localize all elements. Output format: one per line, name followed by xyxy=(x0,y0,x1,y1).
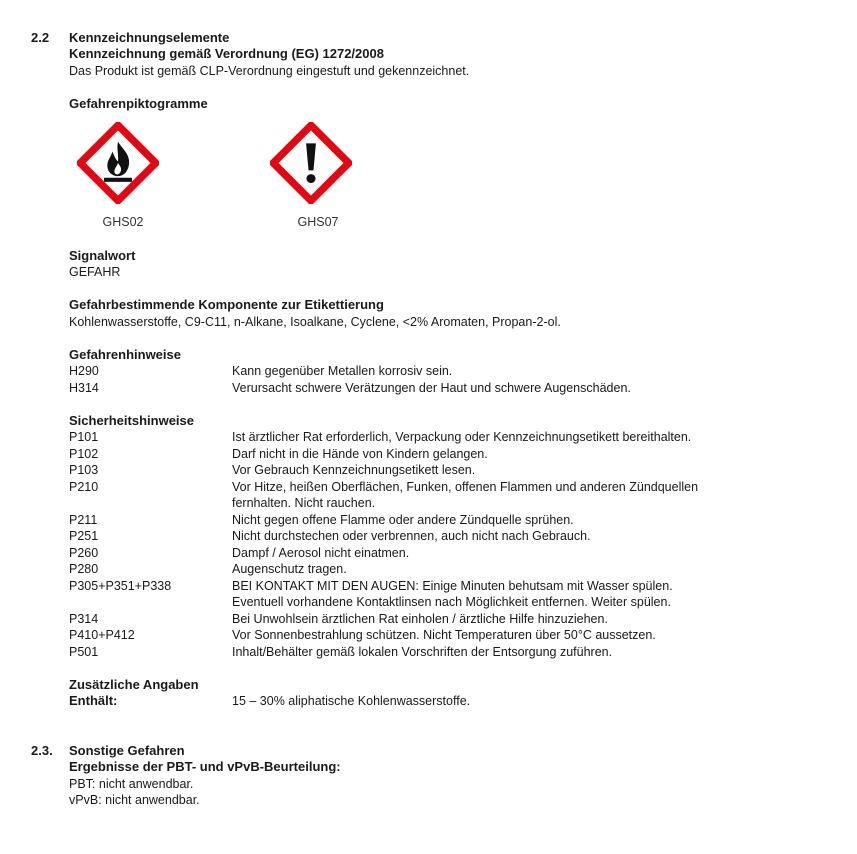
components-text: Kohlenwasserstoffe, C9-C11, n-Alkane, Isoalkane, Cyclene, <2% Aromaten, Propan-2-ol. xyxy=(69,315,561,329)
precaution-text: Dampf / Aerosol nicht einatmen. xyxy=(232,546,410,560)
precaution-code: P101 xyxy=(69,430,99,444)
hazard-text: Verursacht schwere Verätzungen der Haut und schwere Augenschäden. xyxy=(232,381,631,395)
regulation-subtitle: Kennzeichnung gemäß Verordnung (EG) 1272/2008 xyxy=(69,46,384,61)
precaution-code: P210 xyxy=(69,480,99,494)
additional-info-heading: Zusätzliche Angaben xyxy=(69,677,199,692)
pictogram-label-ghs02: GHS02 xyxy=(102,215,144,229)
pbt-assessment-heading: Ergebnisse der PBT- und vPvB-Beurteilung: xyxy=(69,759,341,774)
precaution-text: Ist ärztlicher Rat erforderlich, Verpackung oder Kennzeichnungsetikett bereithalten. xyxy=(232,430,692,444)
hazard-text: Kann gegenüber Metallen korrosiv sein. xyxy=(232,364,453,378)
precaution-code: P103 xyxy=(69,463,99,477)
hazard-statements-heading: Gefahrenhinweise xyxy=(69,347,181,362)
precaution-code: P280 xyxy=(69,562,99,576)
precaution-text: Bei Unwohlsein ärztlichen Rat einholen / ärztliche Hilfe hinzuziehen. xyxy=(232,612,608,626)
precaution-text: Vor Sonnenbestrahlung schützen. Nicht Temperaturen über 50°C aussetzen. xyxy=(232,628,656,642)
hazard-code: H314 xyxy=(69,381,99,395)
precaution-code: P102 xyxy=(69,447,99,461)
precaution-code: P251 xyxy=(69,529,99,543)
section-number-2-3: 2.3. xyxy=(31,743,53,758)
precaution-code: P260 xyxy=(69,546,99,560)
precaution-text: Inhalt/Behälter gemäß lokalen Vorschriften der Entsorgung zuführen. xyxy=(232,645,613,659)
precaution-code: P501 xyxy=(69,645,99,659)
exclamation-pictogram-icon xyxy=(270,122,352,204)
section-title-2-3: Sonstige Gefahren xyxy=(69,743,185,758)
components-heading: Gefahrbestimmende Komponente zur Etikettierung xyxy=(69,297,384,312)
contains-label: Enthält: xyxy=(69,693,118,708)
pictogram-label-ghs07: GHS07 xyxy=(297,215,339,229)
signal-word-heading: Signalwort xyxy=(69,248,136,263)
precaution-text-continued: Eventuell vorhandene Kontaktlinsen nach Möglichkeit entfernen. Weiter spülen. xyxy=(232,595,671,609)
precaution-code: P305+P351+P338 xyxy=(69,579,172,593)
precaution-text: Vor Gebrauch Kennzeichnungsetikett lesen. xyxy=(232,463,476,477)
classification-intro: Das Produkt ist gemäß CLP-Verordnung eingestuft und gekennzeichnet. xyxy=(69,64,470,78)
precaution-text: Vor Hitze, heißen Oberflächen, Funken, offenen Flammen und anderen Zündquellen xyxy=(232,480,699,494)
hazard-code: H290 xyxy=(69,364,99,378)
precaution-text: Nicht gegen offene Flamme oder andere Zündquelle sprühen. xyxy=(232,513,574,527)
section-title-2-2: Kennzeichnungselemente xyxy=(69,30,230,45)
precautionary-statements-heading: Sicherheitshinweise xyxy=(69,413,194,428)
contains-text: 15 – 30% aliphatische Kohlenwasserstoffe. xyxy=(232,694,471,708)
pictograms-heading: Gefahrenpiktogramme xyxy=(69,96,208,111)
precaution-text: Augenschutz tragen. xyxy=(232,562,347,576)
precaution-text: Nicht durchstechen oder verbrennen, auch nicht nach Gebrauch. xyxy=(232,529,591,543)
signal-word: GEFAHR xyxy=(69,265,121,279)
vpvb-result: vPvB: nicht anwendbar. xyxy=(69,793,200,807)
precaution-code: P410+P412 xyxy=(69,628,135,642)
pbt-result: PBT: nicht anwendbar. xyxy=(69,777,194,791)
precaution-text: Darf nicht in die Hände von Kindern gelangen. xyxy=(232,447,488,461)
precaution-code: P211 xyxy=(69,513,98,527)
flame-pictogram-icon xyxy=(77,122,159,204)
precaution-text-continued: fernhalten. Nicht rauchen. xyxy=(232,496,376,510)
precaution-code: P314 xyxy=(69,612,99,626)
precaution-text: BEI KONTAKT MIT DEN AUGEN: Einige Minuten behutsam mit Wasser spülen. xyxy=(232,579,673,593)
section-number-2-2: 2.2 xyxy=(31,30,50,45)
